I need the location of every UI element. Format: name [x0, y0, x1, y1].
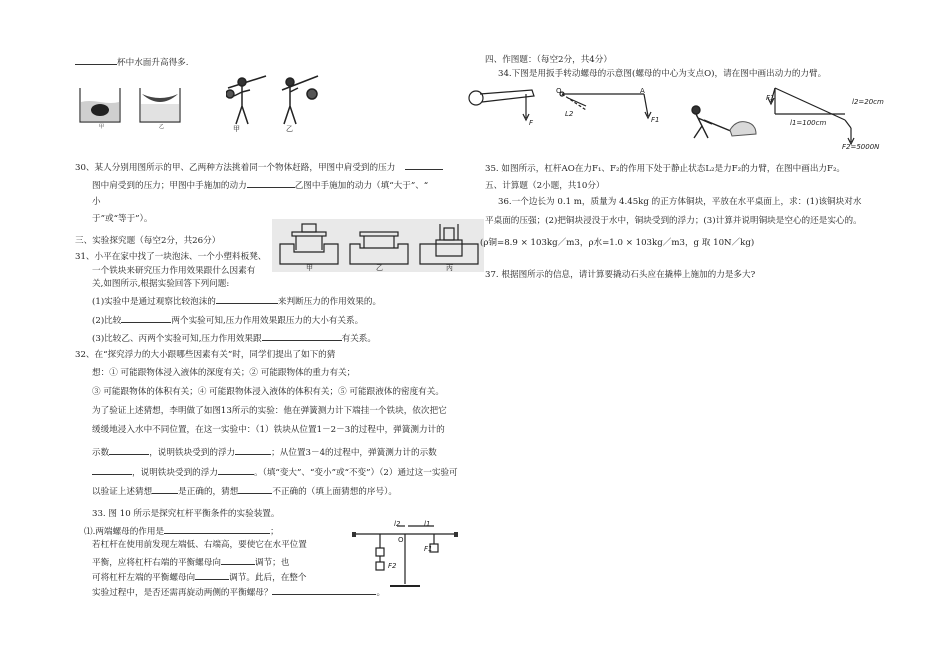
q31-line2: 一个铁块来研究压力作用效果跟什么因素有: [92, 266, 256, 276]
q31-yi-label: 乙: [376, 264, 383, 272]
blank[interactable]: [195, 570, 229, 580]
q31-bing-label: 丙: [446, 264, 453, 272]
blank[interactable]: [164, 524, 270, 534]
q31-line6: (3)比较乙、丙两个实验可知,压力作用效果跟 有关系。: [92, 331, 376, 345]
q32-line4: 为了验证上述猜想，李明做了如图13所示的实验：他在弹簧测力计下端挂一个铁块，依次把它: [92, 406, 447, 416]
blank[interactable]: [92, 465, 132, 475]
wrench-F-label: F: [529, 119, 534, 127]
foam-jia-icon: [280, 224, 338, 264]
fig-jia-label: 甲: [233, 125, 240, 133]
lever-ao-L2-label: L2: [565, 110, 574, 118]
lever-l1-label: l1: [424, 520, 431, 528]
foam-bing-icon: [420, 224, 478, 264]
section-3-title: 三、实验探究题（每空2分，共26分）: [75, 236, 221, 246]
cup-yi-label: 乙: [159, 124, 165, 130]
crowbar-figure: [765, 80, 871, 150]
cup-jia-icon: [80, 88, 120, 122]
q32-line1: 32、在“探究浮力的大小跟哪些因素有关”时，同学们提出了如下的猜: [75, 350, 336, 360]
q36-line1: 36.一个边长为 0.1 m，质量为 4.45kg 的正方体铜块，平放在水平桌面上，求：(1)该铜块对水: [498, 197, 862, 207]
blank[interactable]: [152, 484, 178, 494]
q36-line3: (ρ铜=8.9 × 103kg／m3，ρ水=1.0 × 103kg／m3，g 取 10N／kg): [480, 238, 755, 248]
q32-line3: ③ 可能跟物体的体积有关；④ 可能跟物体浸入液体的体积有关；⑤ 可能跟液体的密度有关。: [92, 387, 444, 397]
q31-jia-label: 甲: [306, 264, 313, 272]
fig-yi-label: 乙: [286, 125, 293, 133]
lever-figure: [350, 520, 462, 592]
lever-F2-label: F2: [388, 562, 397, 570]
section-5-title: 五、计算题（2小题，共10分）: [485, 181, 605, 191]
foam-yi-icon: [350, 232, 408, 264]
q30-line1: 30、某人分别用图所示的甲、乙两种方法挑着同一个物体赶路，甲图中肩受到的压力: [75, 160, 443, 174]
q33-line1: 33. 图 10 所示是探究杠杆平衡条件的实验装置。: [92, 509, 280, 519]
blank[interactable]: [218, 465, 254, 475]
person-jia-icon: [226, 76, 266, 124]
blank[interactable]: [121, 313, 171, 323]
q33-line6: 实验过程中，是否还需再旋动两侧的平衡螺母？ 。: [92, 585, 385, 599]
blank[interactable]: [109, 445, 149, 455]
lever-O-label: O: [398, 536, 404, 544]
q34-text: 34.下图是用扳手转动螺母的示意图(螺母的中心为支点O)，请在图中画出动力的力臂。: [498, 69, 827, 79]
crowbar-F1-label: F1: [766, 94, 775, 102]
crowbar-F2-label: F2=5000N: [842, 143, 880, 151]
lever-l2-label: l2: [394, 520, 401, 528]
cups-figure: [78, 84, 188, 130]
lever-ao-A-label: A: [640, 87, 645, 95]
q32-line7: ，说明铁块受到的浮力 。（填“变大”、“变小”或“不变”）（2）通过这一实验可: [92, 465, 458, 479]
q32-line6: 示数 ，说明铁块受到的浮力 ；从位置3－4的过程中，弹簧测力计的示数: [92, 445, 437, 459]
q32-line5: 缓缓地浸入水中不同位置，在这一实验中：（1）铁块从位置1－2－3的过程中，弹簧测力计的: [92, 425, 445, 435]
cup-jia-label: 甲: [99, 124, 105, 130]
person-prying-figure: [684, 104, 760, 142]
q36-line2: 平桌面的压强；(2)把铜块浸没于水中，铜块受到的浮力；(3)计算并说明铜块是空心的还是实心的。: [485, 216, 862, 226]
crowbar-l1-label: l1=100cm: [790, 119, 827, 127]
blank[interactable]: [247, 178, 295, 188]
q30-line4: 于”或“等于”）。: [92, 214, 153, 224]
cup-yi-icon: [140, 88, 180, 122]
carrier-figure: [226, 74, 326, 136]
blank[interactable]: [405, 160, 443, 170]
q33-line3: 若杠杆在使用前发现左端低、右端高，要使它在水平位置: [92, 540, 307, 550]
q31-figure: [278, 220, 482, 266]
blank[interactable]: [262, 331, 342, 341]
lever-ao-F1-label: F1: [651, 116, 660, 124]
lever-F1-label: F1: [424, 545, 433, 553]
person-yi-icon: [282, 76, 318, 124]
blank[interactable]: [235, 445, 271, 455]
section-4-title: 四、作图题：（每空2分，共4分）: [485, 55, 612, 65]
blank[interactable]: [75, 55, 117, 65]
q30-line3: 小: [92, 197, 101, 207]
q33-line5: 可将杠杆左端的平衡螺母向 调节。此后，在整个: [92, 570, 307, 584]
q31-line3: 关,如图所示,根据实验回答下列问题:: [92, 279, 230, 289]
blank[interactable]: [221, 555, 255, 565]
crowbar-l2-label: l2=20cm: [852, 98, 884, 106]
q32-line8: 以验证上述猜想 是正确的，猜想 不正确的（填上面猜想的序号）。: [92, 484, 397, 498]
blank[interactable]: [238, 484, 272, 494]
q33-line4: 平衡，应将杠杆右端的平衡螺母向 调节；也: [92, 555, 289, 569]
q37-text: 37. 根据图所示的信息，请计算要撬动石头应在撬棒上施加的力是多大?: [485, 270, 756, 280]
wrench-figure: [466, 86, 538, 124]
q30-line2: 图中肩受到的压力；甲图中手施加的动力 乙图中手施加的动力（填“大于”、“: [92, 178, 428, 192]
blank[interactable]: [216, 294, 278, 304]
q31-line4: (1)实验中是通过观察比较泡沫的 来判断压力的作用效果的。: [92, 294, 381, 308]
q32-line2: 想：① 可能跟物体浸入液体的深度有关；② 可能跟物体的重力有关；: [92, 368, 356, 378]
q33-line2: ⑴.两端螺母的作用是 ；: [84, 524, 279, 538]
q35-text: 35. 如图所示，杠杆AO在力F₁、F₂的作用下处于静止状态L₂是力F₂的力臂，在图中画出力F₂。: [485, 164, 846, 174]
lever-ao-O-label: O: [556, 87, 562, 95]
q29-tail: 杯中水面升高得多.: [75, 55, 188, 69]
q31-line1: 31、小平在家中找了一块泡沫、一个小塑料板凳、: [75, 252, 267, 262]
q31-line5: (2)比较 两个实验可知,压力作用效果跟压力的大小有关系。: [92, 313, 363, 327]
